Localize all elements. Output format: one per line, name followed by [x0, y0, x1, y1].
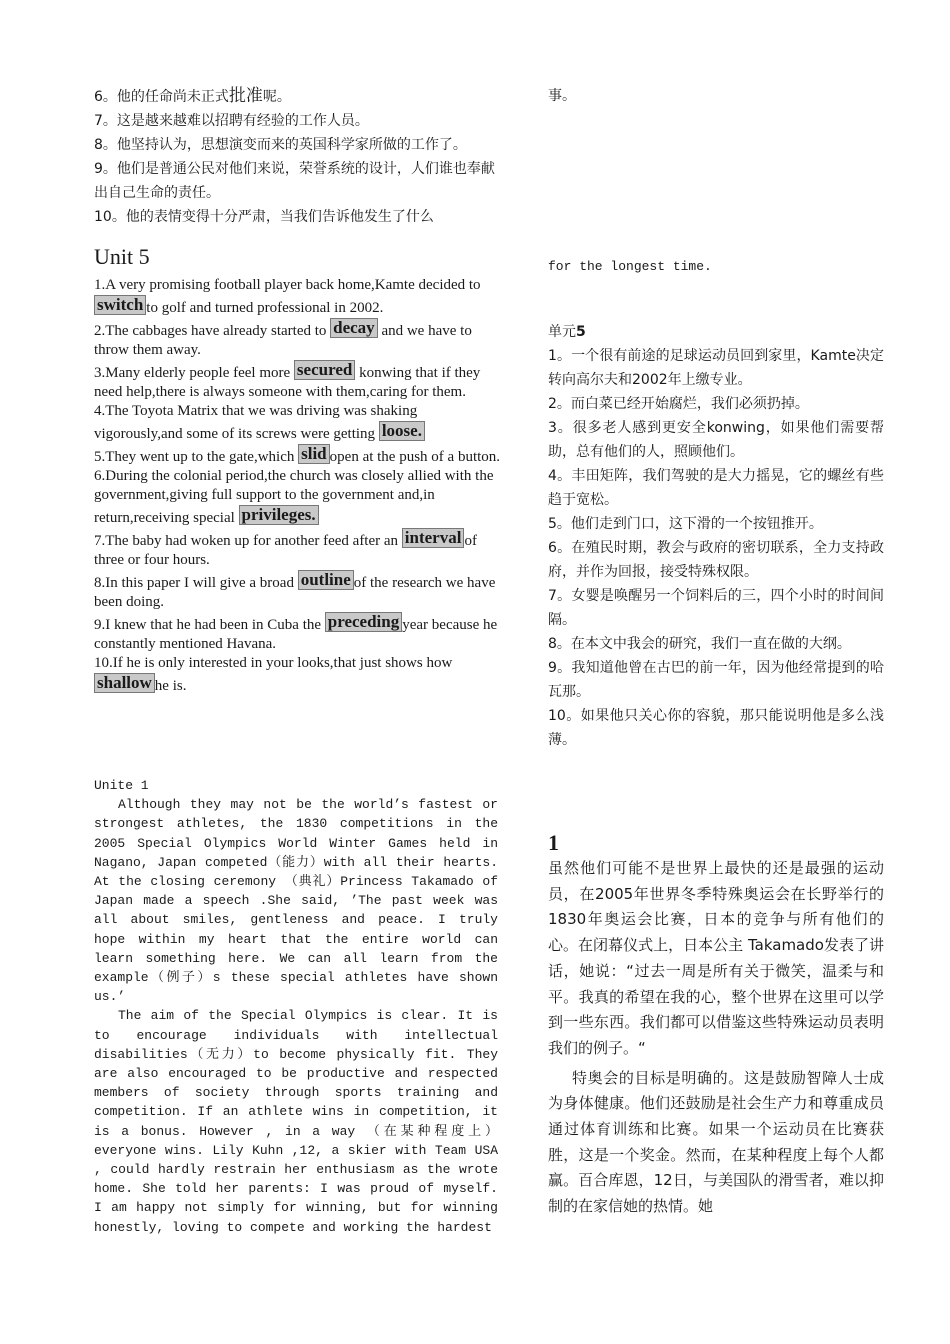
unit5-zh-item-6: 6。在殖民时期，教会与政府的密切联系，全力支持政府，并作为回报，接受特殊权限。 [548, 540, 884, 580]
answer-word: privileges. [239, 505, 319, 525]
unit5-items [94, 276, 502, 696]
unit5-zh-item-3: 3。很多老人感到更安全konwing，如果他们需要帮助，总有他们的人，照顾他们。 [548, 420, 884, 460]
unite1-title: Unite 1 [94, 778, 149, 793]
answer-word: loose. [379, 421, 425, 441]
unite1-section [94, 776, 498, 1237]
answer-word: switch [94, 295, 146, 315]
unite1-zh-section [548, 830, 884, 1220]
answer-word: outline [298, 570, 354, 590]
answer-word: shallow [94, 673, 155, 693]
unit5-item-2: 2.The cabbages have already started to decay and we have to throw them away. [94, 318, 472, 358]
zh-sentence-10: 10。他的表情变得十分严肃，当我们告诉他发生了什么 [94, 209, 434, 225]
unit5-zh-item-4: 4。丰田矩阵，我们驾驶的是大力摇晃，它的螺丝有些趋于宽松。 [548, 468, 884, 508]
answer-word: secured [294, 360, 355, 380]
unit5-item-1: 1.A very promising football player back home,Kamte decided to switch to golf and turned professional in 2002. [94, 277, 481, 316]
unit5-item-3: 3.Many elderly people feel more secured konwing that if they need help,there is always someone with them,caring for them. [94, 360, 481, 400]
right-top-cont: 事。 [548, 88, 576, 104]
answer-word: decay [330, 318, 378, 338]
unite1-paragraph-2: The aim of the Special Olympics is clear. It is to encourage individuals with intellectual disabilities（无力）to become physically fit. They are also encouraged to be productive and respected members of society through sports training and competition. If an athlete wins in competition, it is a bonus. However , in a way （在某种程度上）everyone wins. Lily Kuhn ,12, a skier with Team USA , could hardly restrain her enthusiasm as the wrote home. She told her parents: I was proud of myself. I am happy not simply for winning, but for winning honestly, loving to compete and working the hardest [94, 1008, 498, 1235]
unite1-zh-title: 1 [548, 830, 559, 855]
unit5-zh-section [548, 320, 884, 752]
unit5-item-10: 10.If he is only interested in your looks,that just shows how shallow he is. [94, 655, 453, 694]
unite1-zh-paragraph-2: 特奥会的目标是明确的。这是鼓励智障人士成为身体健康。他们还鼓励是社会生产力和尊重成员通过体育训练和比赛。如果一个运动员在比赛获胜，这是一个奖金。然而，在某种程度上每个人都赢。百合库恩，12日，与美国队的滑雪者，难以抑制的在家信她的热情。她 [548, 1068, 884, 1216]
zh-highlight-word: 批准 [228, 86, 263, 106]
unit5-item-7: 7.The baby had woken up for another feed after an interval of three or four hours. [94, 528, 477, 568]
unit5-title: Unit 5 [94, 244, 150, 269]
unit5-item-6: 6.During the colonial period,the church was closely allied with the government,giving full support to the government and,in return,receiving special privileges. [94, 468, 494, 526]
unit5-zh-item-9: 9。我知道他曾在古巴的前一年，因为他经常提到的哈瓦那。 [548, 660, 884, 700]
answer-word: slid [298, 444, 330, 464]
right-top-longest: for the longest time. [548, 259, 712, 274]
unit5-item-9: 9.I knew that he had been in Cuba the preceding year because he constantly mentioned Havana. [94, 612, 498, 652]
unit5-zh-item-8: 8。在本文中我会的研究，我们一直在做的大纲。 [548, 636, 851, 652]
unite1-paragraph-1: Although they may not be the world’s fastest or strongest athletes, the 1830 competitions in the 2005 Special Olympics World Winter Games held in Nagano, Japan competed（能力）with all their hearts. At the closing ceremony （典礼）Princess Takamado of Japan made a speech .She said, ’The past week was all about smiles, gentleness and peace. I truly hope within my heart that the entire world can learn something here. We can all learn from the example（例子）s these special athletes have shown us.’ [94, 797, 498, 1005]
unit5-item-8: 8.In this paper I will give a broad outline of the research we have been doing. [94, 570, 496, 610]
unit5-section [94, 246, 502, 696]
zh-sentence-9: 9。他们是普通公民对他们来说，荣誉系统的设计，人们谁也奉献出自己生命的责任。 [94, 161, 495, 201]
unit5-zh-title: 单元5 [548, 324, 586, 340]
unit5-zh-item-2: 2。而白菜已经开始腐烂，我们必须扔掉。 [548, 396, 809, 412]
unite1-zh-paragraph-1: 虽然他们可能不是世界上最快的还是最强的运动员，在2005年世界冬季特殊奥运会在长野举行的1830年奥运会比赛，日本的竞争与所有他们的心。在闭幕仪式上，日本公主 Takamado发表了讲话，她说：“过去一周是所有关于微笑，温柔与和平。我真的希望在我的心，整个世界在这里可以学到一些东西。我们都可以借鉴这些特殊运动员表明我们的例子。“ [548, 859, 884, 1057]
unit5-zh-item-5: 5。他们走到门口，这下滑的一个按钮推开。 [548, 516, 823, 532]
zh-sentence-6: 6。他的任命尚未正式批准呢。 [94, 86, 291, 106]
unit5-zh-item-1: 1。一个很有前途的足球运动员回到家里，Kamte决定转向高尔夫和2002年上缴专业。 [548, 348, 884, 388]
unit5-zh-item-7: 7。女婴是唤醒另一个饲料后的三，四个小时的时间间隔。 [548, 588, 884, 628]
unit5-zh-item-10: 10。如果他只关心你的容貌，那只能说明他是多么浅薄。 [548, 708, 884, 748]
zh-sentence-7: 7。这是越来越难以招聘有经验的工作人员。 [94, 113, 369, 129]
left-top-zh [94, 84, 500, 229]
zh-sentence-8: 8。他坚持认为，思想演变而来的英国科学家所做的工作了。 [94, 137, 467, 153]
unit5-item-5: 5.They went up to the gate,which slid open at the push of a button. [94, 444, 501, 465]
answer-word: preceding [325, 612, 402, 632]
unit5-item-4: 4.The Toyota Matrix that we was driving was shaking vigorously,and some of its screws were getting loose. [94, 402, 502, 444]
answer-word: interval [402, 528, 465, 548]
